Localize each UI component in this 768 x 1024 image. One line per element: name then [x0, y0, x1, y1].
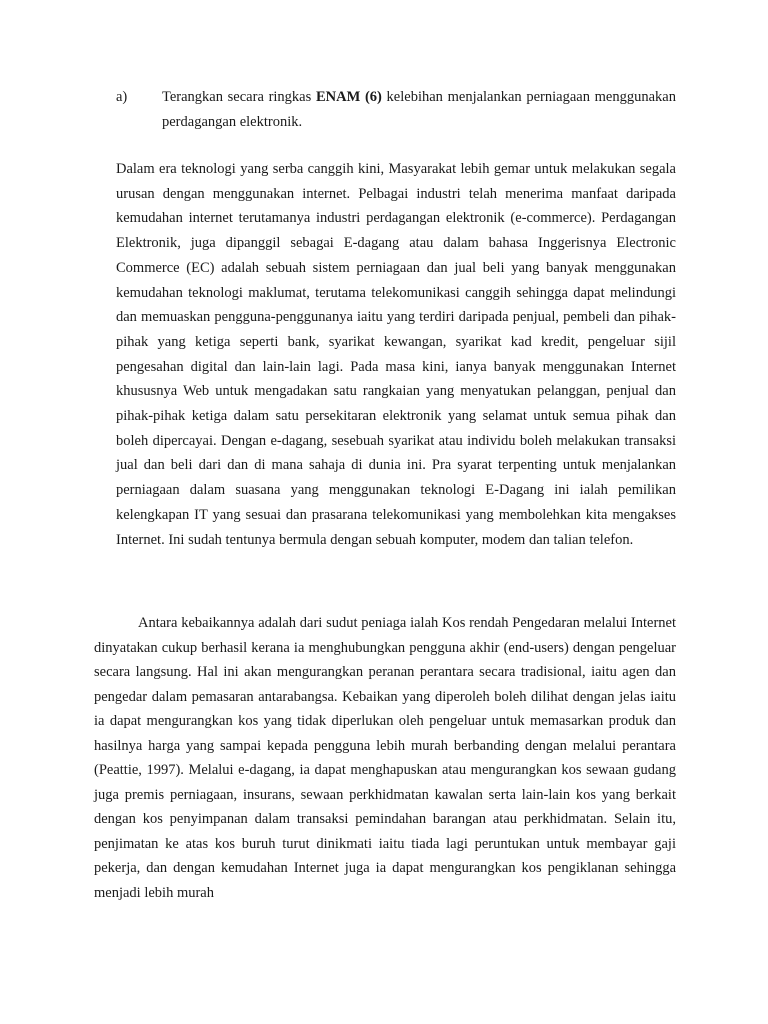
answer-paragraph-2: Antara kebaikannya adalah dari sudut peniaga ialah Kos rendah Pengedaran melalui Internet dinyatakan cukup berhasil kerana ia menghubungkan pengguna akhir (end-users) dengan pengeluar secara langsung. Hal ini akan mengurangkan peranan perantara secara tradisional, iaitu agen dan pengedar dalam pemasaran antarabangsa. Kebaikan yang diperoleh boleh dilihat dengan jelas iaitu ia dapat mengurangkan kos yang tidak diperlukan oleh pengeluar untuk memasarkan produk dan hasilnya harga yang sampai kepada pengguna lebih murah berbanding dengan melalui perantara (Peattie, 1997). Melalui e-dagang, ia dapat menghapuskan atau mengurangkan kos sewaan gudang juga premis perniagaan, insurans, sewaan perkhidmatan kawalan serta lain-lain kos yang berkait dengan kos penyimpanan dalam transaksi pemindahan barangan atau perkhidmatan. Selain itu, penjimatan ke atas kos buruh turut dinikmati iaitu tiada lagi peruntukan untuk membayar gaji pekerja, dan dengan kemudahan Internet juga ia dapat mengurangkan kos pengiklanan sehingga menjadi lebih murah — [94, 615, 676, 901]
question-text-before: Terangkan secara ringkas — [162, 89, 316, 105]
question-text — [162, 85, 676, 135]
question-marker: a) — [116, 89, 128, 105]
question-text-bold: ENAM (6) — [315, 89, 382, 105]
question-text-after: kelebihan menjalankan perniagaan menggunakan perdagangan elektronik. — [162, 89, 676, 130]
question-item — [116, 85, 676, 135]
answer-paragraph-1: Dalam era teknologi yang serba canggih kini, Masyarakat lebih gemar untuk melakukan segala urusan dengan menggunakan internet. Pelbagai industri telah menerima manfaat daripada kemudahan internet terutamanya industri perdagangan elektronik (e-commerce). Perdagangan Elektronik, juga dipanggil sebagai E-dagang atau dalam bahasa Inggerisnya Electronic Commerce (EC) adalah sebuah sistem perniagaan dan jual beli yang banyak menggunakan kemudahan teknologi maklumat, terutama telekomunikasi canggih sehingga dapat melindungi dan memuaskan pengguna-penggunanya iaitu yang terdiri daripada penjual, pembeli dan pihak-pihak yang ketiga seperti bank, syarikat kewangan, syarikat kad kredit, pengeluar sijil pengesahan digital dan lain-lain lagi. Pada masa kini, ianya banyak menggunakan Internet khususnya Web untuk mengadakan satu rangkaian yang menyatukan pelanggan, penjual dan pihak-pihak ketiga dalam satu persekitaran elektronik yang selamat untuk semua pihak dan boleh dipercayai. Dengan e-dagang, sesebuah syarikat atau individu boleh melakukan transaksi jual dan beli dari dan di mana sahaja di dunia ini. Pra syarat terpenting untuk menjalankan perniagaan dalam suasana yang menggunakan teknologi E-Dagang ini ialah pemilikan kelengkapan IT yang sesuai dan prasarana telekomunikasi yang membolehkan kita mengakses Internet. Ini sudah tentunya bermula dengan sebuah komputer, modem dan talian telefon. — [116, 161, 676, 548]
